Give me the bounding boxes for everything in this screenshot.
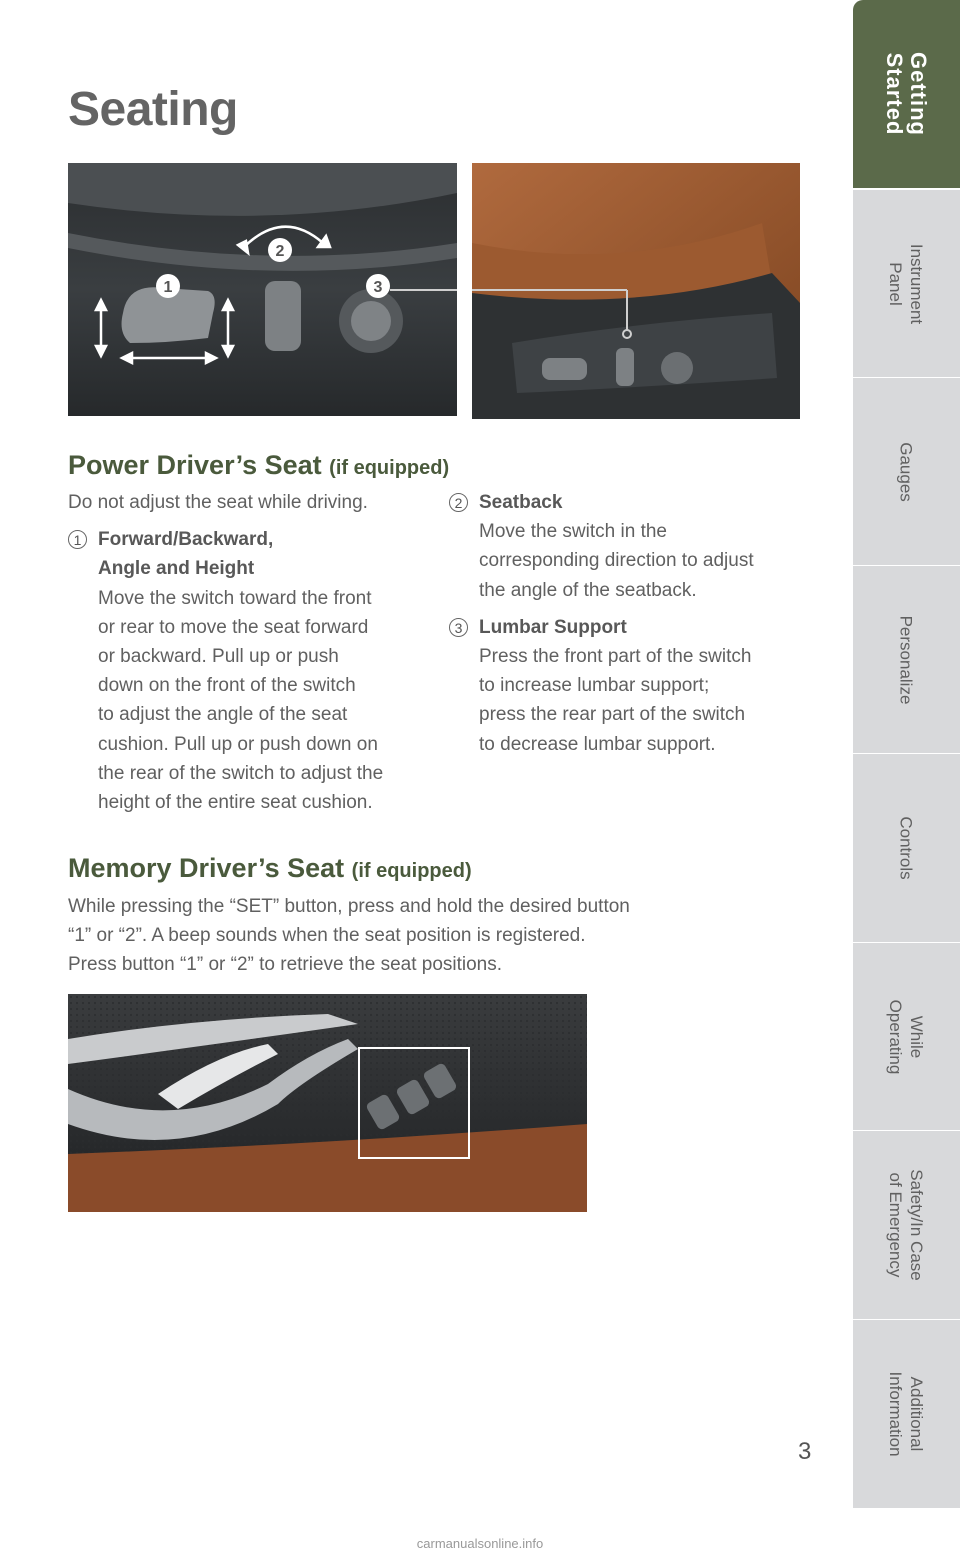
tab-gauges[interactable] [853, 377, 960, 565]
item-1-line: or backward. Pull up or push [98, 646, 339, 668]
item-1-line: the rear of the switch to adjust the [98, 762, 384, 784]
tab-controls[interactable] [853, 753, 960, 942]
page-number: 3 [798, 1438, 812, 1465]
memory-seat-line: Press button “1” or “2” to retrieve the seat positions. [68, 954, 503, 976]
tab-label: Controls [896, 816, 916, 880]
tab-personalize[interactable] [853, 565, 960, 753]
item-1-line: or rear to move the seat forward [98, 616, 369, 638]
tab-while-operating[interactable] [853, 942, 960, 1130]
item-1-line: Move the switch toward the front [98, 587, 372, 609]
memory-seat-text [68, 892, 768, 980]
tab-label: Getting Started [882, 52, 931, 136]
power-seat-item-3 [449, 613, 819, 759]
tab-label: Personalize [896, 615, 916, 704]
tab-additional-information[interactable] [853, 1319, 960, 1508]
power-seat-left-column [68, 488, 438, 817]
seat-overview-photo [472, 163, 800, 419]
callout-1: 1 [163, 279, 173, 296]
memory-seat-line: While pressing the “SET” button, press and hold the desired button [68, 896, 630, 917]
tab-label: Gauges [896, 441, 916, 502]
item-1-line: height of the entire seat cushion. [98, 792, 373, 814]
tab-label: While Operating [886, 999, 926, 1074]
power-seat-heading: Power Driver’s Seat (if equipped) [68, 450, 450, 480]
item-2-heading: Seatback [479, 492, 563, 513]
tab-label: Additional Information [886, 1371, 926, 1457]
power-seat-intro: Do not adjust the seat while driving. [68, 492, 368, 513]
item-1-heading-line-1: Forward/Backward, [98, 529, 274, 551]
item-1-line: down on the front of the switch [98, 675, 356, 697]
item-3-line: to decrease lumbar support. [479, 733, 716, 755]
item-2-line: corresponding direction to adjust [479, 550, 754, 572]
tab-safety-emergency[interactable] [853, 1130, 960, 1319]
tab-label: Instrument Panel [886, 243, 926, 324]
item-3-heading: Lumbar Support [479, 616, 627, 638]
item-2-line: the angle of the seatback. [479, 579, 697, 601]
item-1-heading-line-2: Angle and Height [98, 558, 255, 580]
item-1-line: cushion. Pull up or push down on [98, 733, 378, 755]
door-memory-buttons-photo [68, 994, 587, 1212]
item-number-1: 1 [68, 530, 87, 549]
item-3-line: press the rear part of the switch [479, 704, 746, 726]
item-3-line: to increase lumbar support; [479, 675, 710, 697]
footer-watermark: carmanualsonline.info [416, 1536, 544, 1551]
callout-2: 2 [275, 243, 285, 260]
tab-label: Safety/In Case of Emergency [886, 1169, 926, 1281]
power-seat-item-2 [449, 488, 819, 605]
item-number-3: 3 [449, 618, 468, 637]
memory-seat-line: “1” or “2”. A beep sounds when the seat position is registered. [68, 925, 586, 947]
item-number-2: 2 [449, 493, 468, 512]
power-seat-right-column [449, 488, 819, 759]
seat-switch-photo [68, 163, 457, 416]
power-seat-item-1 [68, 525, 438, 817]
item-2-line: Move the switch in the [479, 521, 667, 543]
memory-seat-heading: Memory Driver’s Seat (if equipped) [68, 853, 472, 883]
tab-instrument-panel[interactable] [853, 189, 960, 377]
item-3-line: Press the front part of the switch [479, 646, 752, 668]
tab-getting-started[interactable] [853, 0, 960, 188]
page-title: Seating [68, 83, 238, 136]
item-1-line: to adjust the angle of the seat [98, 704, 348, 726]
callout-3: 3 [373, 279, 383, 296]
